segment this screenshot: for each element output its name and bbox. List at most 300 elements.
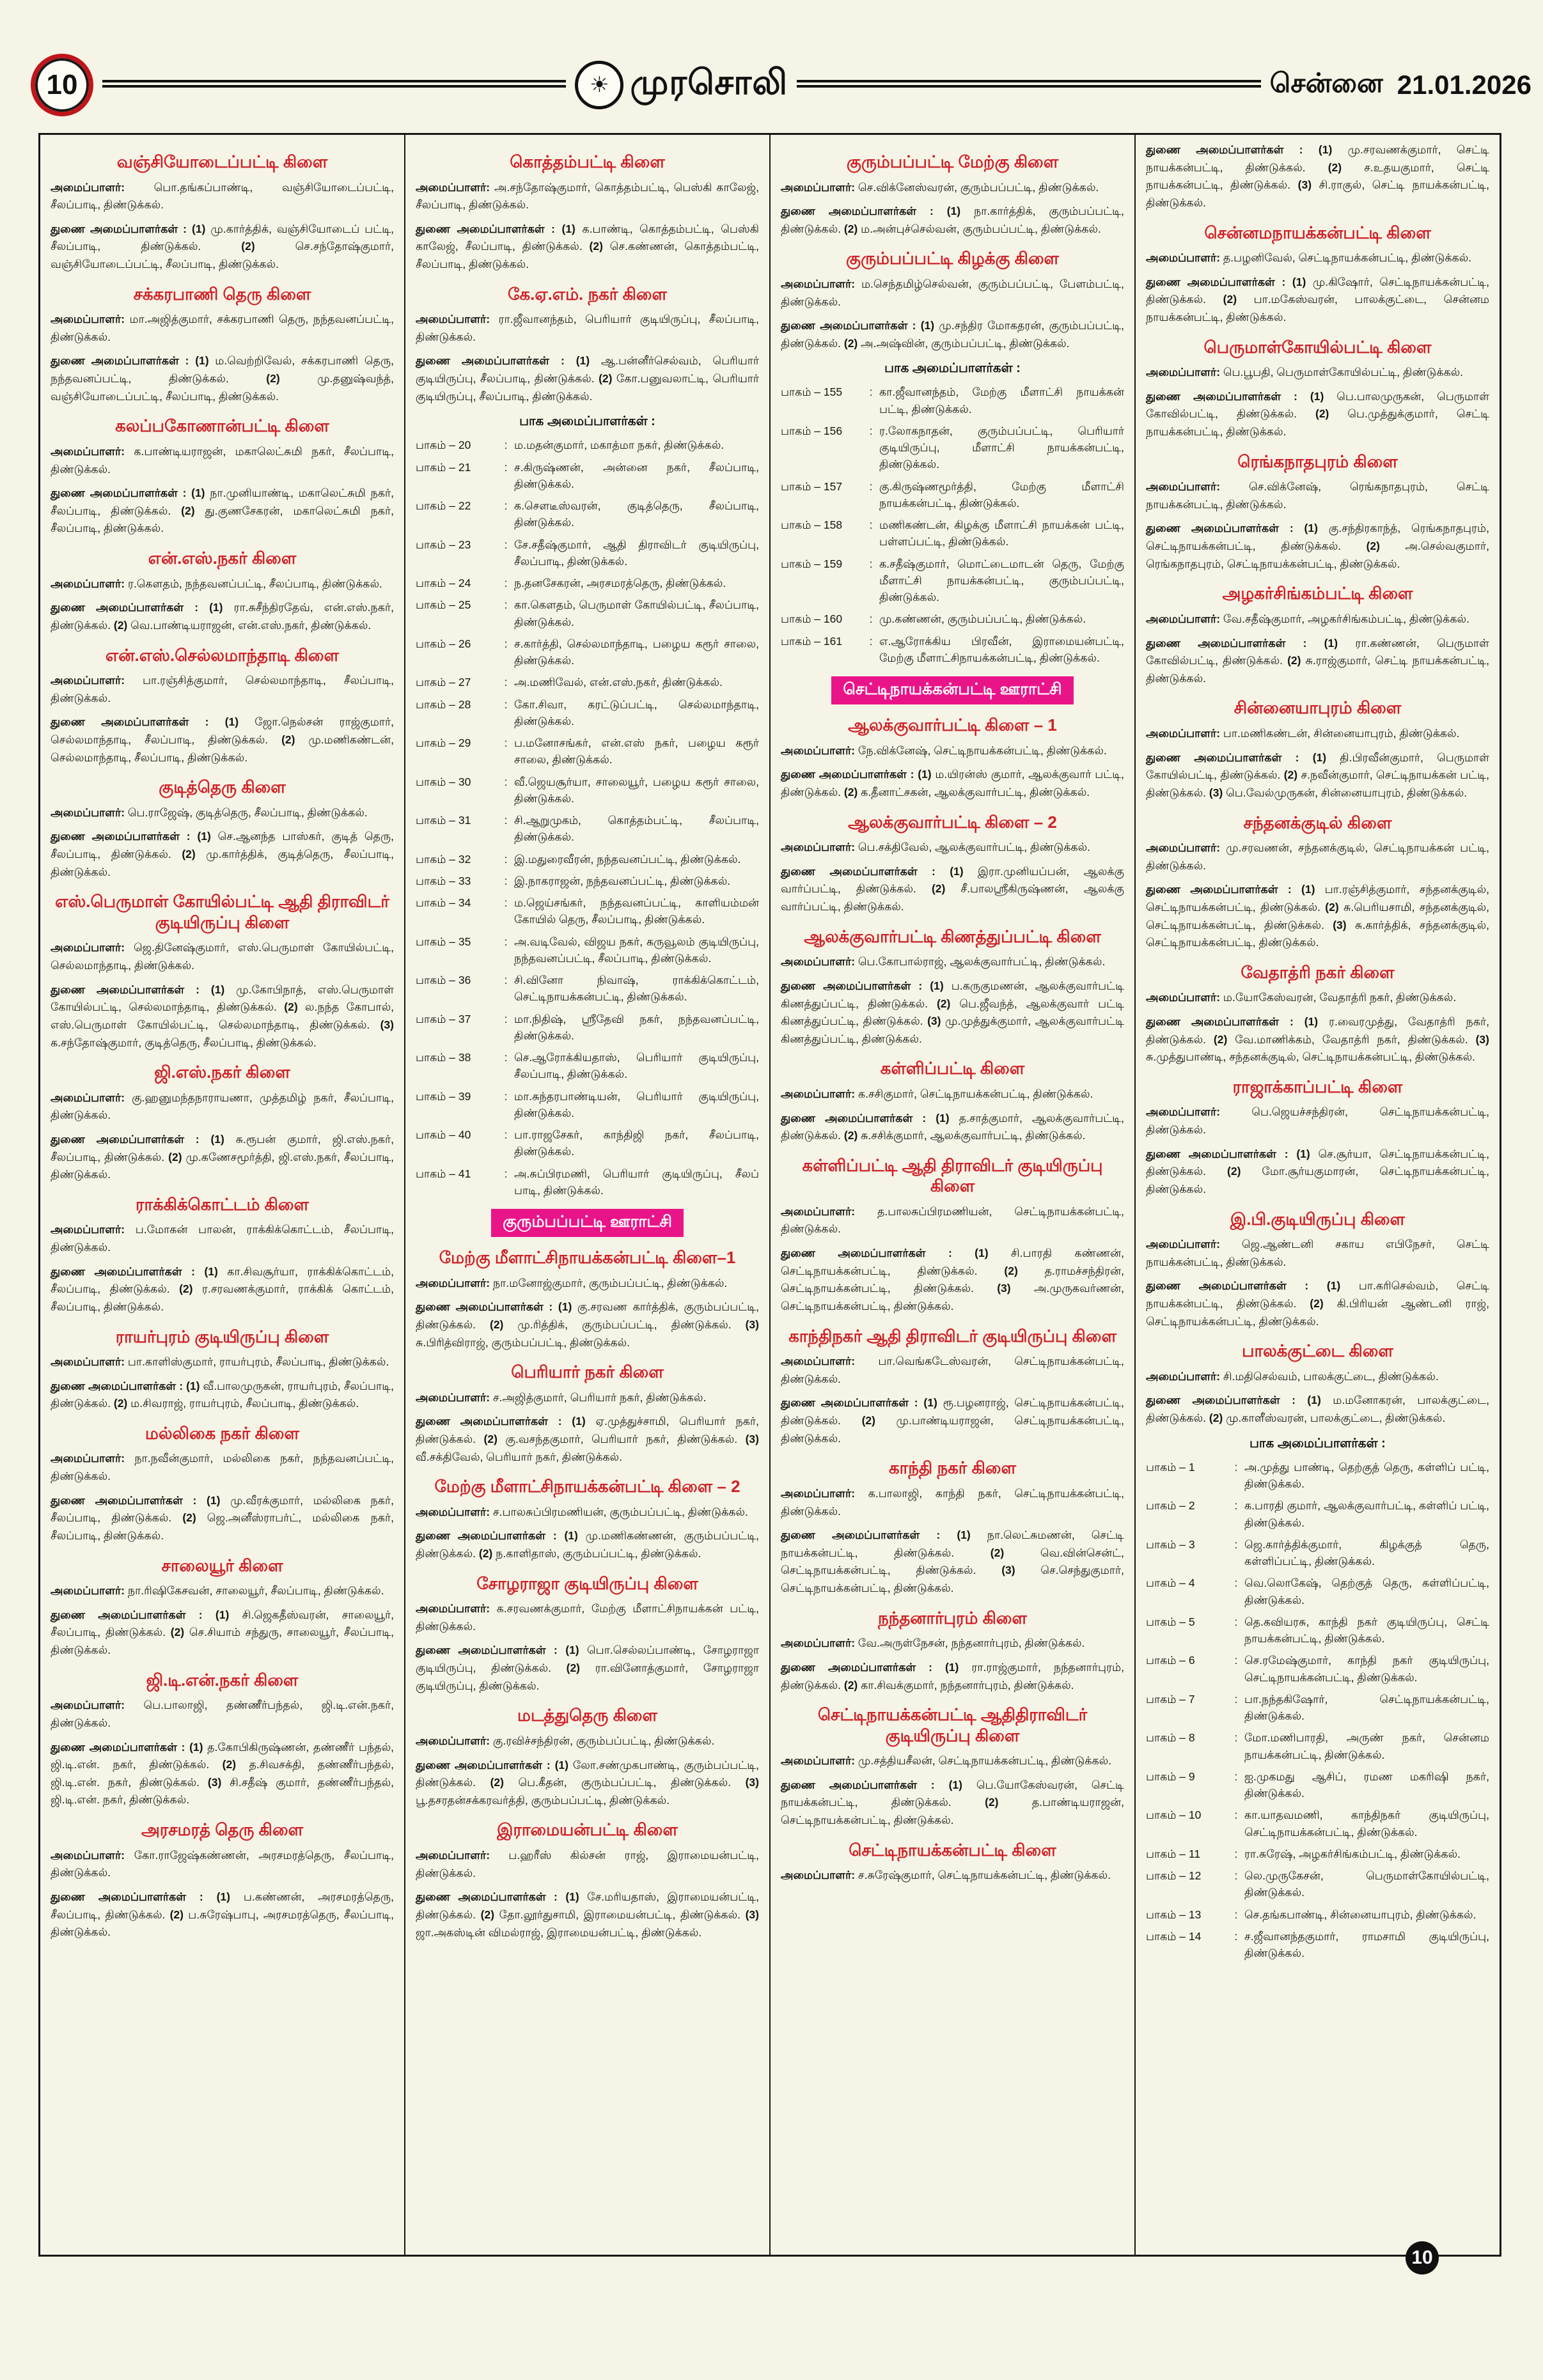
ward-organizers-title: பாக அமைப்பாளர்கள் : <box>884 361 1021 376</box>
ward-organizer: ந.தனசேகரன், அரசமரத்தெரு, திண்டுக்கல். <box>514 577 726 590</box>
ward-organizer: மணிகண்டன், கிழக்கு மீளாட்சி நாயக்கன் பட்டி, பள்ளப்பட்டி, திண்டுக்கல். <box>879 518 1124 548</box>
branch-paragraph: துணை அமைப்பாளர்கள் : (1) பா.ரஞ்சித்குமார், சந்தனக்குடில், செட்டிநாயக்கன்பட்டி, திண்டுக்கல். (2) சு.பெரியசாமி, சந்தனக்குடில், செட்டிநாயக்கன்பட்டி, திண்டுக்கல். (3) சு.கார்த்திக், சந்தனக்குடில், செட்டிநாயக்கன்பட்டி, திண்டுக்கல். <box>1146 883 1489 949</box>
ward-colon: : <box>1234 1654 1238 1667</box>
ward-row <box>416 812 759 846</box>
branch-paragraph: அமைப்பாளர்: செ.விக்னேஷ், ரெங்கநாதபுரம், செட்டி நாயக்கன்பட்டி, திண்டுக்கல். <box>1146 480 1489 511</box>
ward-organizer: மோ.மணிபாரதி, அருண் நகர், சென்னம நாயக்கன்பட்டி, திண்டுக்கல். <box>1244 1731 1489 1761</box>
branch-paragraph: அமைப்பாளர்: பா.மணிகண்டன், சின்னையாபுரம், திண்டுக்கல். <box>1146 726 1460 740</box>
ward-colon: : <box>869 557 873 570</box>
branch-heading: கே.ஏ.எம். நகர் கிளை <box>508 284 667 304</box>
footer-page-number: 10 <box>1411 2247 1433 2268</box>
branch-paragraph: அமைப்பாளர்: செ.விக்னேஸ்வரன், குரும்பப்பட்டி, திண்டுக்கல். <box>781 180 1099 194</box>
branch-paragraph: துணை அமைப்பாளர்கள் : (1) ரா.ராஜ்குமார், நந்தனார்புரம், திண்டுக்கல். (2) கா.சிவக்குமார், நந்தனார்புரம், திண்டுக்கல். <box>781 1660 1124 1692</box>
branch-paragraph: துணை அமைப்பாளர்கள் : (1) மு.கிஷோர், செட்டிநாயக்கன்பட்டி, திண்டுக்கல். (2) பா.மகேஸ்வரன், பாலக்குட்டை, சென்னம நாயக்கன்பட்டி, திண்டுக்கல். <box>1146 275 1489 323</box>
branch-paragraph: அமைப்பாளர்: மா.அஜித்குமார், சக்கரபாணி தெரு, நந்தவனப்பட்டி, திண்டுக்கல். <box>51 313 394 343</box>
ward-colon: : <box>504 1128 508 1142</box>
branch-heading: செட்டிநாயக்கன்பட்டி ஆதிதிராவிடர் குடியிருப்பு கிளை <box>817 1705 1088 1745</box>
masthead-rule-right <box>797 80 1260 90</box>
ward-colon: : <box>504 935 508 948</box>
ward-row <box>1146 1846 1489 1862</box>
branch-paragraph: அமைப்பாளர்: நா.ரிஷிகேசவன், சாலையூர், சீலப்பாடி, திண்டுக்கல். <box>51 1584 384 1598</box>
branch-paragraph: அமைப்பாளர்: ஜெ.ஆண்டனி சகாய எபிநேசர், செட்டி நாயக்கன்பட்டி, திண்டுக்கல். <box>1146 1238 1489 1268</box>
ward-organizer: வெ.லொகேஷ், தெற்குத் தெரு, கள்ளிப்பட்டி, திண்டுக்கல். <box>1244 1576 1489 1606</box>
ward-row <box>1146 1497 1489 1531</box>
ward-row <box>1146 1768 1489 1802</box>
ward-row <box>1146 1691 1489 1725</box>
ward-number: பாகம் – 40 <box>416 1128 471 1142</box>
edition-dateline <box>1270 68 1531 102</box>
ward-colon: : <box>1234 1808 1238 1822</box>
branch-paragraph: துணை அமைப்பாளர்கள் : (1) த.சாத்குமார், ஆலக்குவார்பட்டி, திண்டுக்கல். (2) சு.சசிக்குமார், ஆலக்குவார்பட்டி, திண்டுக்கல். <box>781 1111 1124 1142</box>
ward-colon: : <box>1234 1929 1238 1943</box>
branch-heading: ஆலக்குவார்பட்டி கிளை – 2 <box>848 812 1057 832</box>
branch-paragraph: துணை அமைப்பாளர்கள் : (1) ப.கருகுமணன், ஆலக்குவார்பட்டி கிணத்துப்பட்டி, திண்டுக்கல். (2) பெ.ஜீவந்த், ஆலக்குவார் பட்டி கிணத்துப்பட்டி, திண்டுக்கல். (3) மு.முத்துக்குமார், ஆலக்குவார்பட்டி கிணத்துப்பட்டி, திண்டுக்கல். <box>781 979 1125 1045</box>
ward-row <box>1146 1906 1489 1923</box>
branch-heading: குடித்தெரு கிளை <box>159 777 286 797</box>
ward-organizer: செ.தங்கபாண்டி, சின்னையாபுரம், திண்டுக்கல். <box>1244 1908 1476 1921</box>
ward-colon: : <box>1234 1499 1238 1513</box>
ward-row <box>1146 1867 1489 1901</box>
page-number: 10 <box>46 69 78 100</box>
branch-paragraph: அமைப்பாளர்: ஜெ.தினேஷ்குமார், எஸ்.பெருமாள் கோயில்பட்டி, செல்லமாந்தாடி, திண்டுக்கல். <box>51 941 394 972</box>
ward-organizer: மா.சுந்தரபாண்டியன், பெரியார் குடியிருப்பு, திண்டுக்கல். <box>514 1089 759 1119</box>
ward-row <box>416 1088 759 1122</box>
ward-number: பாகம் – 23 <box>416 538 471 551</box>
ward-number: பாகம் – 9 <box>1146 1769 1195 1783</box>
ward-number: பாகம் – 33 <box>416 874 471 887</box>
branch-paragraph: துணை அமைப்பாளர்கள் : (1) ரூ.பழனராஜ், செட்டிநாயக்கன்பட்டி, திண்டுக்கல். (2) மு.பாண்டியராஜன், செட்டிநாயக்கன்பட்டி, திண்டுக்கல். <box>781 1396 1125 1445</box>
branch-paragraph: அமைப்பாளர்: பா.காளிஸ்குமார், ராயர்புரம், சீலப்பாடி, திண்டுக்கல். <box>51 1355 389 1369</box>
ward-colon: : <box>869 385 873 399</box>
ward-organizer: அ.மணிவேல், என்.எஸ்.நகர், திண்டுக்கல். <box>514 676 723 689</box>
ward-colon: : <box>1234 1615 1238 1628</box>
ward-colon: : <box>504 1167 508 1180</box>
branch-heading: அரசமரத் தெரு கிளை <box>141 1820 304 1840</box>
ward-number: பாகம் – 4 <box>1146 1576 1195 1590</box>
ward-number: பாகம் – 160 <box>781 612 843 626</box>
branch-heading: பாலக்குட்டை கிளை <box>1242 1341 1393 1361</box>
branch-paragraph: அமைப்பாளர்: ச.அஜித்குமார், பெரியார் நகர், திண்டுக்கல். <box>416 1390 707 1404</box>
ward-colon: : <box>504 577 508 590</box>
ward-colon: : <box>504 874 508 887</box>
branch-heading: ராயர்புரம் குடியிருப்பு கிளை <box>115 1326 329 1346</box>
ward-row <box>416 894 759 928</box>
branch-paragraph: அமைப்பாளர்: சி.மதிசெல்வம், பாலக்குட்டை, திண்டுக்கல். <box>1146 1369 1439 1383</box>
branch-heading: மல்லிகை நகர் கிளை <box>145 1423 299 1443</box>
ward-number: பாகம் – 31 <box>416 814 471 827</box>
ward-number: பாகம் – 158 <box>781 518 843 532</box>
ward-row <box>416 1011 759 1045</box>
branch-heading: எஸ்.பெருமாள் கோயில்பட்டி ஆதி திராவிடர் குடியிருப்பு கிளை <box>55 892 389 932</box>
ward-number: பாகம் – 20 <box>416 439 471 452</box>
branch-heading: மடத்துதெரு கிளை <box>517 1706 657 1725</box>
page-number-badge <box>31 54 93 116</box>
branch-paragraph: துணை அமைப்பாளர்கள் : (1) ஆ.பன்னீர்செல்வம், பெரியார் குடியிருப்பு, சீலப்பாடி, திண்டுக்கல். (2) கோ.பனுவலாட்டி, பெரியார் குடியிருப்பு, சீலப்பாடி, திண்டுக்கல். <box>416 354 759 403</box>
ward-row <box>781 384 1124 417</box>
ward-row <box>781 423 1124 473</box>
ward-number: பாகம் – 37 <box>416 1012 471 1025</box>
ward-number: பாகம் – 36 <box>416 974 471 987</box>
ward-colon: : <box>504 538 508 551</box>
branch-paragraph: அமைப்பாளர்: ம.யோகேஸ்வரன், வேதாத்ரி நகர், திண்டுக்கல். <box>1146 991 1457 1004</box>
ward-organizer: அ.முத்து பாண்டி, தெற்குத் தெரு, கள்ளிப் பட்டி, திண்டுக்கல். <box>1244 1460 1489 1490</box>
ward-organizer: வீ.ஜெயசூர்யா, சாலையூர், பழைய கரூர் சாலை, திண்டுக்கல். <box>514 775 759 805</box>
branch-paragraph: துணை அமைப்பாளர்கள் : (1) நா.முனியாண்டி, மகாலெட்சுமி நகர், சீலப்பாடி, திண்டுக்கல். (2) து.குணசேகரன், மகாலெட்சுமி நகர், சீலப்பாடி, திண்டுக்கல். <box>51 486 395 535</box>
branch-paragraph: துணை அமைப்பாளர்கள் : (1) சே.மரியதாஸ், இராமையன்பட்டி, திண்டுக்கல். (2) தோ.லூர்துசாமி, இராமையன்பட்டி, திண்டுக்கல். (3) ஜா.அகஸ்டின் விமல்ராஜ், இராமையன்பட்டி, திண்டுக்கல். <box>416 1890 759 1939</box>
ward-colon: : <box>869 479 873 493</box>
ward-organizer: ஜெ.கார்த்திக்குமார், கிழக்குத் தெரு, கள்ளிப்பட்டி, திண்டுக்கல். <box>1244 1537 1489 1567</box>
ward-organizer: பா.நந்தகிஷோர், செட்டிநாயக்கன்பட்டி, திண்டுக்கல். <box>1244 1692 1489 1722</box>
branch-heading: சக்கரபாணி தெரு கிளை <box>133 284 311 304</box>
branch-paragraph: துணை அமைப்பாளர்கள் : (1) நா.கார்த்திக், குரும்பப்பட்டி, திண்டுக்கல். (2) ம.அன்புச்செல்வன், குரும்பப்பட்டி, திண்டுக்கல். <box>781 205 1124 235</box>
masthead-rule-left <box>102 80 566 90</box>
ward-number: பாகம் – 21 <box>416 460 471 474</box>
ward-number: பாகம் – 26 <box>416 637 471 650</box>
ward-row <box>1146 1652 1489 1686</box>
ward-organizer: கா.கௌதம், பெருமாள் கோயில்பட்டி, சீலப்பாடி, திண்டுக்கல். <box>514 598 759 628</box>
ward-organizer: கா.ஜீவானந்தம், மேற்கு மீளாட்சி நாயக்கன் பட்டி, திண்டுக்கல். <box>879 385 1124 416</box>
branch-paragraph: அமைப்பாளர்: ச.பாலசுப்பிரமணியன், குரும்பப்பட்டி, திண்டுக்கல். <box>416 1505 748 1518</box>
ward-organizer: ம.ஜெய்சங்கர், நந்தவனப்பட்டி, காளியம்மன் கோயில் தெரு, சீலப்பாடி, திண்டுக்கல். <box>514 896 759 926</box>
ward-number: பாகம் – 39 <box>416 1089 471 1103</box>
branch-paragraph: துணை அமைப்பாளர்கள் : (1) த.கோபிகிருஷ்ணன், தண்ணீர் பந்தல், ஜி.டி.என். நகர், திண்டுக்கல். (2) த.சிவசக்தி, தண்ணீர்பந்தல், ஜி.டி.என். நகர், திண்டுக்கல். (3) சி.சதீஷ் குமார், தண்ணீர்பந்தல், ஜி.டி.என். நகர், திண்டுக்கல். <box>51 1740 394 1807</box>
ward-organizer: செ.ரமேஷ்குமார், காந்தி நகர் குடியிருப்பு, செட்டிநாயக்கன்பட்டி, திண்டுக்கல். <box>1244 1654 1489 1684</box>
ward-colon: : <box>504 460 508 474</box>
ward-number: பாகம் – 10 <box>1146 1808 1202 1822</box>
branch-paragraph: துணை அமைப்பாளர்கள் : (1) செ.சூர்யா, செட்டிநாயக்கன்பட்டி, திண்டுக்கல். (2) மோ.சூர்யகுமாரன், செட்டிநாயக்கன்பட்டி, திண்டுக்கல். <box>1146 1147 1489 1195</box>
ward-organizer: சி.ஆறுமுகம், கொத்தம்பட்டி, சீலப்பாடி, திண்டுக்கல். <box>514 814 759 844</box>
ward-organizer: ச.கிருஷ்ணன், அன்னை நகர், சீலப்பாடி, திண்டுக்கல். <box>514 460 759 490</box>
branch-paragraph: துணை அமைப்பாளர்கள் : (1) கு.சரவண கார்த்திக், குரும்பப்பட்டி, திண்டுக்கல். (2) மு.ரித்திக், குரும்பப்பட்டி, திண்டுக்கல். (3) சு.பிரித்விராஜ், குரும்பப்பட்டி, திண்டுக்கல். <box>416 1300 759 1349</box>
ward-colon: : <box>504 974 508 987</box>
ward-organizer: ச.ஜீவானந்தகுமார், ராமசாமி குடியிருப்பு, திண்டுக்கல். <box>1244 1929 1489 1959</box>
branch-paragraph: துணை அமைப்பாளர்கள் : (1) ம.வெற்றிவேல், சக்கரபாணி தெரு, நந்தவனப்பட்டி, திண்டுக்கல். (2) மு.தனுஷ்வந்த், வஞ்சியோடைப்பட்டி, சீலப்பாடி, திண்டுக்கல். <box>51 354 394 403</box>
branch-paragraph: துணை அமைப்பாளர்கள் : (1) ரா.சுசீந்திரதேவ், என்.எஸ்.நகர், திண்டுக்கல். (2) வெ.பாண்டியராஜன், என்.எஸ்.நகர், திண்டுக்கல். <box>51 601 394 632</box>
ward-number: பாகம் – 34 <box>416 896 471 910</box>
ward-row <box>416 536 759 570</box>
ward-organizer: மா.நிதிஷ், ஸ்ரீதேவி நகர், நந்தவனப்பட்டி, திண்டுக்கல். <box>514 1012 759 1042</box>
branch-heading: காந்தி நகர் கிளை <box>889 1458 1016 1478</box>
branch-paragraph: அமைப்பாளர்: ரா.ஜீவானந்தம், பெரியார் குடியிருப்பு, சீலப்பாடி, திண்டுக்கல். <box>416 313 759 343</box>
ward-organizer: கு.கிருஷ்ணமூர்த்தி, மேற்கு மீளாட்சி நாயக்கன்பட்டி, திண்டுக்கல். <box>879 479 1124 509</box>
ward-row <box>416 635 759 669</box>
branch-paragraph: அமைப்பாளர்: க.சசிகுமார், செட்டிநாயக்கன்பட்டி, திண்டுக்கல். <box>781 1087 1093 1100</box>
branch-paragraph: துணை அமைப்பாளர்கள் : (1) ப.கண்ணன், அரசமரத்தெரு, சீலப்பாடி, திண்டுக்கல். (2) ப.சுரேஷ்பாபு, அரசமரத்தெரு, சீலப்பாடி, திண்டுக்கல். <box>51 1890 395 1939</box>
ward-number: பாகம் – 14 <box>1146 1929 1202 1943</box>
branch-heading: மேற்கு மீளாட்சிநாயக்கன்பட்டி கிளை–1 <box>439 1248 736 1268</box>
branch-paragraph: துணை அமைப்பாளர்கள் : (1) சி.பாரதி கண்ணன், செட்டிநாயக்கன்பட்டி, திண்டுக்கல். (2) த.ராமச்சந்திரன், செட்டிநாயக்கன்பட்டி, திண்டுக்கல். (3) அ.முருகவர்ணன், செட்டிநாயக்கன்பட்டி, திண்டுக்கல். <box>781 1247 1124 1313</box>
branch-paragraph: அமைப்பாளர்: வே.அருள்நேசன், நந்தனார்புரம், திண்டுக்கல். <box>781 1637 1085 1650</box>
ward-row <box>781 478 1124 512</box>
branch-paragraph: அமைப்பாளர்: பெ.ஜெயச்சந்திரன், செட்டிநாயக்கன்பட்டி, திண்டுக்கல். <box>1146 1105 1489 1137</box>
branch-paragraph: துணை அமைப்பாளர்கள் : (1) மு.மணிகண்ணன், குரும்பப்பட்டி, திண்டுக்கல். (2) ந.காளிதாஸ், குரும்பப்பட்டி, திண்டுக்கல். <box>416 1529 759 1560</box>
ward-organizer: க.சௌடீஸ்வரன், குடித்தெரு, சீலப்பாடி, திண்டுக்கல். <box>514 499 759 529</box>
ward-number: பாகம் – 8 <box>1146 1731 1195 1745</box>
branch-paragraph: அமைப்பாளர்: பா.வெங்கடேஸ்வரன், செட்டிநாயக்கன்பட்டி, திண்டுக்கல். <box>781 1355 1124 1385</box>
branch-heading: கலப்பகோணான்பட்டி கிளை <box>115 416 329 436</box>
ward-colon: : <box>504 852 508 866</box>
branch-paragraph: துணை அமைப்பாளர்கள் : (1) க.பாண்டி, கொத்தம்பட்டி, பெஸ்கி காலேஜ், சீலப்பாடி, திண்டுக்கல். (2) செ.கண்ணன், கொத்தம்பட்டி, சீலப்பாடி, திண்டுக்கல். <box>416 222 759 271</box>
branch-paragraph: அமைப்பாளர்: பெ.சக்திவேல், ஆலக்குவார்பட்டி, திண்டுக்கல். <box>781 841 1090 854</box>
branch-heading: அழகர்சிங்கம்பட்டி கிளை <box>1222 584 1413 603</box>
branch-heading: ரெங்கநாதபுரம் கிளை <box>1237 451 1398 471</box>
ward-organizer: அ.சுப்பிரமணி, பெரியார் குடியிருப்பு, சீலப் பாடி, திண்டுக்கல். <box>514 1167 759 1197</box>
ward-colon: : <box>504 896 508 910</box>
ward-colon: : <box>1234 1537 1238 1551</box>
branch-heading: கள்ளிப்பட்டி கிளை <box>880 1059 1025 1078</box>
ward-organizer: க.சதீஷ்குமார், மொட்டைமாடன் தெரு, மேற்கு மீளாட்சி நாயக்கன்பட்டி, குரும்பப்பட்டி, திண்டுக்கல். <box>879 557 1124 604</box>
branch-paragraph: துணை அமைப்பாளர்கள் : (1) ர.வைரமுத்து, வேதாத்ரி நகர், திண்டுக்கல். (2) வே.மாணிக்கம், வேதாத்ரி நகர், திண்டுக்கல். (3) சு.முத்துபாண்டி, சந்தனக்குடில், செட்டிநாயக்கன்பட்டி, திண்டுக்கல். <box>1146 1015 1489 1064</box>
branch-paragraph: அமைப்பாளர்: பொ.தங்கப்பாண்டி, வஞ்சியோடைப்பட்டி, சீலப்பாடி, திண்டுக்கல். <box>51 180 394 212</box>
ward-organizer: ப.மனோசங்கர், என்.எஸ் நகர், பழைய கரூர் சாலை, திண்டுக்கல். <box>514 736 759 766</box>
ward-number: பாகம் – 38 <box>416 1051 471 1064</box>
branch-paragraph: துணை அமைப்பாளர்கள் : (1) வீ.பாலமுருகன், ராயர்புரம், சீலப்பாடி, திண்டுக்கல். (2) ம.சிவராஜ், ராயர்புரம், சீலப்பாடி, திண்டுக்கல். <box>51 1379 394 1410</box>
branch-heading: வஞ்சியோடைப்பட்டி கிளை <box>116 152 328 171</box>
branch-heading: இராமையன்பட்டி கிளை <box>497 1820 678 1840</box>
branch-heading: ராஜாக்காப்பட்டி கிளை <box>1232 1077 1403 1096</box>
branch-heading: சென்னமநாயக்கன்பட்டி கிளை <box>1204 222 1431 242</box>
masthead <box>31 50 1531 120</box>
ward-row <box>416 437 759 453</box>
branch-heading: வேதாத்ரி நகர் கிளை <box>1241 962 1395 982</box>
ward-colon: : <box>504 814 508 827</box>
ward-number: பாகம் – 32 <box>416 852 471 866</box>
branch-paragraph: துணை அமைப்பாளர்கள் : (1) சி.ஜெகதீஸ்வரன், சாலையூர், சீலப்பாடி, திண்டுக்கல். (2) செ.சியாம் சந்துரு, சாலையூர், சீலப்பாடி, திண்டுக்கல். <box>51 1608 394 1657</box>
ward-colon: : <box>504 499 508 513</box>
ward-row <box>1146 1807 1489 1840</box>
ward-organizer: சி.வினோ நிவாஷ், ராக்கிக்கொட்டம், செட்டிநாயக்கன்பட்டி, திண்டுக்கல். <box>514 974 759 1004</box>
branch-heading: குரும்பப்பட்டி கிழக்கு கிளை <box>845 249 1060 268</box>
ward-colon: : <box>869 612 873 626</box>
branch-paragraph: துணை அமைப்பாளர்கள் : (1) மு.சரவணக்குமார், செட்டி நாயக்கன்பட்டி, திண்டுக்கல். (2) ச.உதயகுமார், செட்டி நாயக்கன்பட்டி, திண்டுக்கல். (3) சி.ராகுல், செட்டி நாயக்கன்பட்டி, திண்டுக்கல். <box>1146 143 1489 209</box>
branch-heading: குரும்பப்பட்டி மேற்கு கிளை <box>846 152 1059 171</box>
ward-colon: : <box>1234 1908 1238 1921</box>
branch-paragraph: துணை அமைப்பாளர்கள் : (1) பெ.யோகேஸ்வரன், செட்டி நாயக்கன்பட்டி, திண்டுக்கல். (2) த.பாண்டியராஜன், செட்டிநாயக்கன்பட்டி, திண்டுக்கல். <box>781 1778 1125 1827</box>
branch-paragraph: துணை அமைப்பாளர்கள் : (1) பெ.பாலமுருகன், பெருமாள் கோவில்பட்டி, திண்டுக்கல். (2) பெ.முத்துக்குமார், செட்டி நாயக்கன்பட்டி, திண்டுக்கல். <box>1146 389 1489 439</box>
ward-row <box>781 633 1124 667</box>
ward-organizer: ச.கார்த்தி, செல்லமாந்தாடி, பழைய கரூர் சாலை, திண்டுக்கல். <box>514 637 759 667</box>
branch-paragraph: அமைப்பாளர்: பா.ரஞ்சித்குமார், செல்லமாந்தாடி, சீலப்பாடி, திண்டுக்கல். <box>51 674 394 704</box>
branch-paragraph: துணை அமைப்பாளர்கள் : (1) நா.லெட்சுமணன், செட்டி நாயக்கன்பட்டி, திண்டுக்கல். (2) வெ.வின்சென்ட், செட்டிநாயக்கன்பட்டி, திண்டுக்கல். (3) செ.செந்துகுமார், செட்டிநாயக்கன்பட்டி, திண்டுக்கல். <box>781 1528 1125 1595</box>
ward-organizer: தெ.கவியரசு, காந்தி நகர் குடியிருப்பு, செட்டி நாயக்கன்பட்டி, திண்டுக்கல். <box>1244 1615 1489 1645</box>
ward-colon: : <box>869 518 873 532</box>
branch-paragraph: துணை அமைப்பாளர்கள் : (1) ம.மனோகரன், பாலக்குட்டை, திண்டுக்கல். (2) மு.காளீஸ்வரன், பாலக்குட்டை, திண்டுக்கல். <box>1146 1394 1489 1425</box>
ward-colon: : <box>1234 1731 1238 1745</box>
ward-row <box>1146 1575 1489 1608</box>
branch-paragraph: அமைப்பாளர்: நே.விக்னேஷ், செட்டிநாயக்கன்பட்டி, திண்டுக்கல். <box>781 743 1107 757</box>
branch-paragraph: துணை அமைப்பாளர்கள் : (1) தி.பிரவீன்குமார், பெருமாள் கோயில்பட்டி, திண்டுக்கல். (2) ச.நவீன்குமார், செட்டிநாயக்கன் பட்டி, திண்டுக்கல். (3) பெ.வேல்முருகன், சின்னையாபுரம், திண்டுக்கல். <box>1146 751 1490 799</box>
ward-organizer: இ.நாகராஜன், நந்தவனப்பட்டி, திண்டுக்கல். <box>514 874 731 887</box>
branch-paragraph: துணை அமைப்பாளர்கள் : (1) இரா.முனியப்பன், ஆலக்கு வார்ப்பட்டி, திண்டுக்கல். (2) சீ.பாலஸ்ரீகிருஷ்ணன், ஆலக்கு வார்ப்பட்டி, திண்டுக்கல். <box>781 864 1125 914</box>
ward-number: பாகம் – 30 <box>416 775 471 788</box>
branch-paragraph: அமைப்பாளர்: பெ.ராஜேஷ், குடித்தெரு, சீலப்பாடி, திண்டுக்கல். <box>51 805 368 819</box>
branch-heading: நந்தனார்புரம் கிளை <box>878 1608 1027 1628</box>
ward-organizer: இ.மதுரைவீரன், நந்தவனப்பட்டி, திண்டுக்கல். <box>514 852 741 866</box>
branch-heading: ஜி.எஸ்.நகர் கிளை <box>154 1062 290 1082</box>
branch-paragraph: அமைப்பாளர்: மு.சத்தியசீலன், செட்டிநாயக்கன்பட்டி, திண்டுக்கல். <box>781 1754 1112 1768</box>
branch-paragraph: அமைப்பாளர்: பெ.கோபால்ராஜ், ஆலக்குவார்பட்டி, திண்டுக்கல். <box>781 955 1106 968</box>
branch-heading: கள்ளிப்பட்டி ஆதி திராவிடர் குடியிருப்பு கிளை <box>802 1155 1103 1196</box>
ward-number: பாகம் – 41 <box>416 1167 471 1180</box>
ward-number: பாகம் – 11 <box>1146 1847 1201 1860</box>
ward-organizer: ஐ.முகமது ஆசிப், ரமண மகரிஷி நகர், திண்டுக்கல். <box>1244 1769 1489 1800</box>
ward-colon: : <box>504 637 508 650</box>
footer-page-number-badge <box>1406 2241 1439 2275</box>
ward-row <box>416 1126 759 1160</box>
ward-row <box>416 674 759 690</box>
ward-number: பாகம் – 28 <box>416 697 471 711</box>
branch-paragraph: துணை அமைப்பாளர்கள் : (1) கா.சிவசூர்யா, ராக்கிக்கொட்டம், சீலப்பாடி, திண்டுக்கல். (2) ர.சரவணக்குமார், ராக்கிக் கொட்டம், சீலப்பாடி, திண்டுக்கல். <box>51 1264 395 1313</box>
branch-heading: ஜி.டி.என்.நகர் கிளை <box>146 1670 299 1690</box>
branch-paragraph: அமைப்பாளர்: க.பாண்டியராஜன், மகாலெட்சுமி நகர், சீலப்பாடி, திண்டுக்கல். <box>51 444 394 476</box>
branch-paragraph: அமைப்பாளர்: மு.சரவணன், சந்தனக்குடில், செட்டிநாயக்கன் பட்டி, திண்டுக்கல். <box>1146 841 1489 872</box>
branch-heading: மேற்கு மீளாட்சிநாயக்கன்பட்டி கிளை – 2 <box>434 1477 740 1497</box>
ward-row <box>781 517 1124 550</box>
ward-row <box>416 575 759 591</box>
ward-organizer: சே.சதீஷ்குமார், ஆதி திராவிடர் குடியிருப்பு, சீலப்பாடி, திண்டுக்கல். <box>514 538 759 568</box>
ward-organizers-title: பாக அமைப்பாளர்கள் : <box>1249 1436 1386 1451</box>
branch-paragraph: அமைப்பாளர்: ம.செந்தமிழ்செல்வன், குரும்பப்பட்டி, பேளம்பட்டி, திண்டுக்கல். <box>781 277 1124 308</box>
branch-paragraph: அமைப்பாளர்: க.பாலாஜி, காந்தி நகர், செட்டிநாயக்கன்பட்டி, திண்டுக்கல். <box>781 1486 1124 1518</box>
ward-organizer: எ.ஆரோக்கிய பிரவீன், இராமையன்பட்டி, மேற்கு மீளாட்சிநாயக்கன்பட்டி, திண்டுக்கல். <box>879 634 1124 664</box>
rising-sun-icon: ☀ <box>575 61 623 109</box>
ward-row <box>416 851 759 867</box>
ward-number: பாகம் – 156 <box>781 424 843 437</box>
ward-organizer: லெ.முருகேசன், பெருமாள்கோயில்பட்டி, திண்டுக்கல். <box>1244 1869 1489 1899</box>
branch-paragraph: துணை அமைப்பாளர்கள் : (1) சு.ரூபன் குமார், ஜி.எஸ்.நகர், சீலப்பாடி, திண்டுக்கல். (2) மு.கணேசமூர்த்தி, ஜி.எஸ்.நகர், சீலப்பாடி, திண்டுக்கல். <box>51 1132 395 1181</box>
ward-row <box>416 596 759 630</box>
branch-heading: பெருமாள்கோயில்பட்டி கிளை <box>1203 337 1432 357</box>
ward-colon: : <box>1234 1692 1238 1706</box>
branch-paragraph: அமைப்பாளர்: க.சரவணக்குமார், மேற்கு மீளாட்சிநாயக்கன் பட்டி, திண்டுக்கல். <box>416 1602 759 1633</box>
ward-colon: : <box>504 736 508 750</box>
ward-number: பாகம் – 35 <box>416 935 471 948</box>
ward-number: பாகம் – 3 <box>1146 1537 1195 1551</box>
ward-organizer: ர.லோகநாதன், குரும்பப்பட்டி, பெரியார் குடியிருப்பு, மீளாட்சி நாயக்கன்பட்டி, திண்டுக்கல். <box>879 424 1124 471</box>
ward-number: பாகம் – 155 <box>781 385 843 399</box>
ward-colon: : <box>1234 1869 1238 1882</box>
ward-colon: : <box>1234 1460 1238 1474</box>
ward-number: பாகம் – 159 <box>781 557 843 570</box>
panchayat-highlight-banner: குரும்பப்பட்டி ஊராட்சி <box>491 1209 684 1237</box>
ward-organizer: கோ.சிவா, கரட்டுப்பட்டி, செல்லமாந்தாடி, திண்டுக்கல். <box>514 697 759 727</box>
column-1 <box>40 135 404 2255</box>
branch-paragraph: அமைப்பாளர்: நா.நவீன்குமார், மல்லிகை நகர், நந்தவனப்பட்டி, திண்டுக்கல். <box>51 1452 394 1483</box>
ward-organizer: ரா.சுரேஷ், அழகர்சிங்கம்பட்டி, திண்டுக்கல். <box>1244 1847 1461 1860</box>
branch-paragraph: துணை அமைப்பாளர்கள் : (1) ஏ.முத்துச்சாமி, பெரியார் நகர், திண்டுக்கல். (2) கு.வசந்தகுமார், பெரியார் நகர், திண்டுக்கல். (3) வீ.சக்திவேல், பெரியார் நகர், திண்டுக்கல். <box>416 1415 759 1463</box>
newspaper-logo <box>575 61 788 109</box>
branch-heading: பெரியார் நகர் கிளை <box>511 1362 664 1382</box>
column-2 <box>404 135 769 2255</box>
branch-paragraph: அமைப்பாளர்: த.பழனிவேல், செட்டிநாயக்கன்பட்டி, திண்டுக்கல். <box>1146 251 1472 265</box>
ward-row <box>416 459 759 493</box>
branch-paragraph: அமைப்பாளர்: வே.சதீஷ்குமார், அழகர்சிங்கம்பட்டி, திண்டுக்கல். <box>1146 612 1469 625</box>
ward-number: பாகம் – 25 <box>416 598 471 612</box>
ward-colon: : <box>504 775 508 788</box>
branch-paragraph: அமைப்பாளர்: கோ.ராஜேஷ்கண்ணன், அரசமரத்தெரு, சீலப்பாடி, திண்டுக்கல். <box>51 1848 394 1879</box>
newspaper-name: முரசொலி <box>630 63 788 102</box>
ward-number: பாகம் – 157 <box>781 479 843 493</box>
branch-heading: சந்தனக்குடில் கிளை <box>1243 813 1392 832</box>
ward-row <box>1146 1928 1489 1962</box>
ward-number: பாகம் – 29 <box>416 736 471 750</box>
ward-row <box>416 873 759 889</box>
ward-row <box>416 774 759 807</box>
branch-paragraph: அமைப்பாளர்: நா.மனோஜ்குமார், குரும்பப்பட்டி, திண்டுக்கல். <box>416 1276 728 1289</box>
ward-colon: : <box>504 676 508 689</box>
ward-row <box>416 1049 759 1083</box>
ward-colon: : <box>504 1012 508 1025</box>
ward-colon: : <box>1234 1847 1238 1860</box>
ward-colon: : <box>869 634 873 648</box>
ward-row <box>416 933 759 967</box>
branch-paragraph: துணை அமைப்பாளர்கள் : (1) பா.கரிசெல்வம், செட்டி நாயக்கன்பட்டி, திண்டுக்கல். (2) கி.பிரியன் ஆண்டனி ராஜ், செட்டிநாயக்கன்பட்டி, திண்டுக்கல். <box>1146 1279 1489 1328</box>
ward-row <box>1146 1729 1489 1763</box>
ward-organizer: பா.ராஜசேகர், காந்திஜி நகர், சீலப்பாடி, திண்டுக்கல். <box>514 1128 759 1158</box>
branch-paragraph: துணை அமைப்பாளர்கள் : (1) மு.கோபிநாத், எஸ்.பெருமாள் கோயில்பட்டி, செல்லமாந்தாடி, திண்டுக்கல். (2) ல.நந்த கோபால், எஸ்.பெருமாள் கோயில்பட்டி, செல்லமாந்தாடி, திண்டுக்கல். (3) க.சந்தோஷ்குமார், குடித்தெரு, சீலப்பாடி, திண்டுக்கல். <box>51 983 394 1049</box>
ward-colon: : <box>1234 1769 1238 1783</box>
branch-paragraph: அமைப்பாளர்: ச.சுரேஷ்குமார், செட்டிநாயக்கன்பட்டி, திண்டுக்கல். <box>781 1869 1111 1882</box>
branch-heading: ஆலக்குவார்பட்டி கிளை – 1 <box>848 715 1057 735</box>
branch-heading: சின்னையாபுரம் கிளை <box>1234 698 1402 718</box>
ward-row <box>1146 1459 1489 1493</box>
ward-organizer: ம.மதன்குமார், மகாத்மா நகர், திண்டுக்கல். <box>514 439 725 452</box>
ward-number: பாகம் – 13 <box>1146 1908 1202 1921</box>
ward-row <box>416 972 759 1006</box>
ward-number: பாகம் – 6 <box>1146 1654 1195 1667</box>
branch-paragraph: துணை அமைப்பாளர்கள் : (1) லோ.சண்முகபாண்டி, குரும்பப்பட்டி, திண்டுக்கல். (2) பெ.கீதன், குரும்பப்பட்டி, திண்டுக்கல். (3) பூ.தசரதன்சக்கரவர்த்தி, குரும்பப்பட்டி, திண்டுக்கல். <box>416 1758 759 1807</box>
branch-heading: காந்திநகர் ஆதி திராவிடர் குடியிருப்பு கிளை <box>788 1326 1116 1346</box>
branch-paragraph: அமைப்பாளர்: பெ.பாலாஜி, தண்ணீர்பந்தல், ஜி.டி.என்.நகர், திண்டுக்கல். <box>51 1699 394 1729</box>
ward-number: பாகம் – 24 <box>416 577 471 590</box>
branch-paragraph: துணை அமைப்பாளர்கள் : (1) ம.யிரன்ஸ் குமார், ஆலக்குவார் பட்டி, திண்டுக்கல். (2) க.தீனாட்சகன், ஆலக்குவார்பட்டி, திண்டுக்கல். <box>781 768 1124 799</box>
ward-organizer: செ.ஆரோக்கியதாஸ், பெரியார் குடியிருப்பு, சீலப்பாடி, திண்டுக்கல். <box>514 1051 759 1081</box>
branch-heading: இ.பி.குடியிருப்பு கிளை <box>1230 1209 1406 1229</box>
branch-heading: ராக்கிக்கொட்டம் கிளை <box>136 1194 309 1214</box>
ward-row <box>416 696 759 730</box>
branch-paragraph: அமைப்பாளர்: கு.ரவிச்சந்திரன், குரும்பப்பட்டி, திண்டுக்கல். <box>416 1734 715 1747</box>
branch-paragraph: துணை அமைப்பாளர்கள் : (1) செ.ஆனந்த பாஸ்கர், குடித் தெரு, சீலப்பாடி, திண்டுக்கல். (2) மு.கார்த்திக், குடித்தெரு, சீலப்பாடி, திண்டுக்கல். <box>51 830 394 878</box>
ward-number: பாகம் – 161 <box>781 634 843 648</box>
panchayat-highlight-banner: செட்டிநாயக்கன்பட்டி ஊராட்சி <box>831 676 1073 704</box>
ward-row <box>416 497 759 531</box>
ward-row <box>781 611 1124 627</box>
branch-heading: என்.எஸ்.செல்லமாந்தாடி கிளை <box>106 645 339 665</box>
ward-colon: : <box>504 439 508 452</box>
branch-listing-sheet <box>38 133 1501 2257</box>
ward-number: பாகம் – 22 <box>416 499 471 513</box>
ward-number: பாகம் – 5 <box>1146 1615 1195 1628</box>
column-3 <box>769 135 1134 2255</box>
column-4 <box>1134 135 1500 2255</box>
ward-organizer: அ.வடிவேல், விஜய நகர், கருவூலம் குடியிருப்பு, நந்தவனப்பட்டி, சீலப்பாடி, திண்டுக்கல். <box>514 935 759 965</box>
ward-colon: : <box>504 697 508 711</box>
branch-heading: சாலையூர் கிளை <box>161 1555 283 1575</box>
branch-paragraph: அமைப்பாளர்: ப.ஹரீஸ் கில்சன் ராஜ், இராமையன்பட்டி, திண்டுக்கல். <box>416 1848 759 1879</box>
ward-organizers-title: பாக அமைப்பாளர்கள் : <box>519 414 655 429</box>
ward-number: பாகம் – 7 <box>1146 1692 1195 1706</box>
ward-row <box>781 556 1124 606</box>
ward-row <box>416 735 759 768</box>
branch-paragraph: துணை அமைப்பாளர்கள் : (1) பொ.செல்லப்பாண்டி, சோழராஜா குடியிருப்பு, திண்டுக்கல். (2) ரா.வினோத்குமார், சோழராஜா குடியிருப்பு, திண்டுக்கல். <box>416 1644 759 1692</box>
branch-paragraph: அமைப்பாளர்: த.பாலசுப்பிரமணியன், செட்டிநாயக்கன்பட்டி, திண்டுக்கல். <box>781 1204 1124 1236</box>
ward-organizer: க.பாரதி குமார், ஆலக்குவார்பட்டி, கள்ளிப் பட்டி, திண்டுக்கல். <box>1244 1499 1489 1529</box>
ward-colon: : <box>869 424 873 437</box>
ward-number: பாகம் – 2 <box>1146 1499 1195 1513</box>
ward-organizer: கா.யாதவமணி, காந்திநகர் குடியிருப்பு, செட்டிநாயக்கன்பட்டி, திண்டுக்கல். <box>1244 1808 1489 1839</box>
branch-paragraph: அமைப்பாளர்: ப.மோகன் பாலன், ராக்கிக்கொட்டம், சீலப்பாடி, திண்டுக்கல். <box>51 1223 394 1254</box>
branch-heading: ஆலக்குவார்பட்டி கிணத்துப்பட்டி கிளை <box>804 926 1101 946</box>
